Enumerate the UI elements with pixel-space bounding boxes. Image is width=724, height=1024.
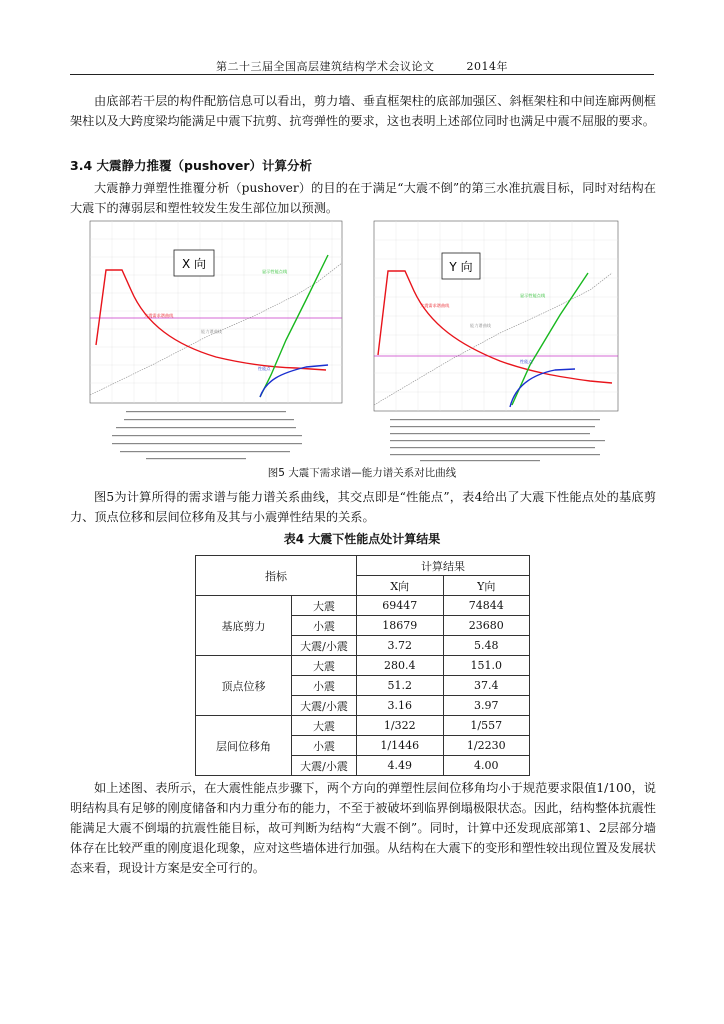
- cell-x: 69447: [357, 596, 444, 616]
- header-rule: [70, 74, 654, 75]
- demand-label: 大震需求谱曲线: [144, 313, 174, 318]
- group-label: 层间位移角: [196, 716, 292, 776]
- header-results: 计算结果: [357, 556, 530, 576]
- table-row: [196, 596, 530, 616]
- cell-y: 1/557: [443, 716, 530, 736]
- legend-notes: [390, 419, 605, 461]
- cell-x: 3.72: [357, 636, 444, 656]
- chart-x-direction: [66, 215, 346, 463]
- paragraph-1: 由底部若干层的构件配筋信息可以看出，剪力墙、垂直框架柱的底部加强区、斜框架柱和中间连廊两侧框架柱以及大跨度梁均能满足中震下抗剪、抗弯弹性的要求，这也表明上述部位同时也满足中震不屈服的要求。: [70, 94, 656, 128]
- row-label: 大震/小震: [292, 636, 357, 656]
- direction-label: Y 向: [449, 260, 473, 274]
- cell-x: 4.49: [357, 756, 444, 776]
- cell-x: 18679: [357, 616, 444, 636]
- cell-x: 1/322: [357, 716, 444, 736]
- paragraph-3: 图5为计算所得的需求谱与能力谱关系曲线，其交点即是“性能点”，表4给出了大震下性能点处的基底剪力、顶点位移和层间位移角及其与小震弹性结果的关系。: [70, 490, 656, 524]
- group-label: 顶点位移: [196, 656, 292, 716]
- cell-y: 23680: [443, 616, 530, 636]
- chart-y-direction: [350, 215, 646, 463]
- capacity-diagonal-label: 能力谱曲线: [201, 329, 222, 334]
- paragraph-2: 大震静力弹塑性推覆分析（pushover）的目的在于满足“大震不倒”的第三水准抗震目标，同时对结构在大震下的薄弱层和塑性较发生发生部位加以预测。: [70, 181, 656, 215]
- row-label: 大震: [292, 716, 357, 736]
- row-label: 大震/小震: [292, 756, 357, 776]
- capacity-diagonal-label: 能力谱曲线: [470, 323, 491, 328]
- cell-y: 4.00: [443, 756, 530, 776]
- performance-label: 性能点: [520, 359, 533, 364]
- header-y: Y向: [443, 576, 530, 596]
- cell-y: 5.48: [443, 636, 530, 656]
- row-label: 小震: [292, 616, 357, 636]
- section-heading: 3.4 大震静力推覆（pushover）计算分析: [70, 158, 313, 173]
- header-x: X向: [357, 576, 444, 596]
- row-label: 大震/小震: [292, 696, 357, 716]
- page-header: [70, 58, 654, 74]
- row-label: 大震: [292, 656, 357, 676]
- group-label: 基底剪力: [196, 596, 292, 656]
- row-label: 大震: [292, 596, 357, 616]
- demand-label: 大震需求谱曲线: [420, 303, 450, 308]
- cell-x: 3.16: [357, 696, 444, 716]
- header-indicator: 指标: [196, 556, 357, 596]
- table-header-row: [196, 556, 530, 576]
- cell-y: 37.4: [443, 676, 530, 696]
- conference-title: 第二十三届全国高层建筑结构学术会议论文: [216, 60, 435, 73]
- conference-year: 2014年: [466, 60, 508, 73]
- row-label: 小震: [292, 736, 357, 756]
- capacity-label: 显示性能点线: [262, 269, 288, 274]
- paragraph-4: 如上述图、表所示，在大震性能点步骤下，两个方向的弹塑性层间位移角均小于规范要求限值1/100，说明结构具有足够的刚度储备和内力重分布的能力，不至于被破坏到临界倒塌极限状态。因此，结构整体抗震性能满足大震不倒塌的抗震性能目标，故可判断为结构“大震不倒”。同时，计算中还发现底部第1、2层部分墙体存在比较严重的刚度退化现象，应对这些墙体进行加强。从结构在大震下的变形和塑性较出现位置及发展状态来看，现设计方案是安全可行的。: [70, 781, 656, 875]
- results-table: [195, 555, 530, 776]
- cell-y: 3.97: [443, 696, 530, 716]
- figure-caption: 图5 大震下需求谱—能力谱关系对比曲线: [267, 467, 457, 479]
- cell-y: 151.0: [443, 656, 530, 676]
- row-label: 小震: [292, 676, 357, 696]
- table-title: 表4 大震下性能点处计算结果: [283, 532, 441, 546]
- cell-x: 280.4: [357, 656, 444, 676]
- table-row: [196, 656, 530, 676]
- plot-frame: [90, 221, 342, 403]
- capacity-label: 显示性能点线: [520, 293, 546, 298]
- cell-y: 74844: [443, 596, 530, 616]
- performance-label: 性能点: [258, 366, 271, 371]
- cell-y: 1/2230: [443, 736, 530, 756]
- cell-x: 51.2: [357, 676, 444, 696]
- direction-label: X 向: [181, 257, 207, 271]
- table-row: [196, 716, 530, 736]
- legend-notes: [112, 411, 302, 459]
- cell-x: 1/1446: [357, 736, 444, 756]
